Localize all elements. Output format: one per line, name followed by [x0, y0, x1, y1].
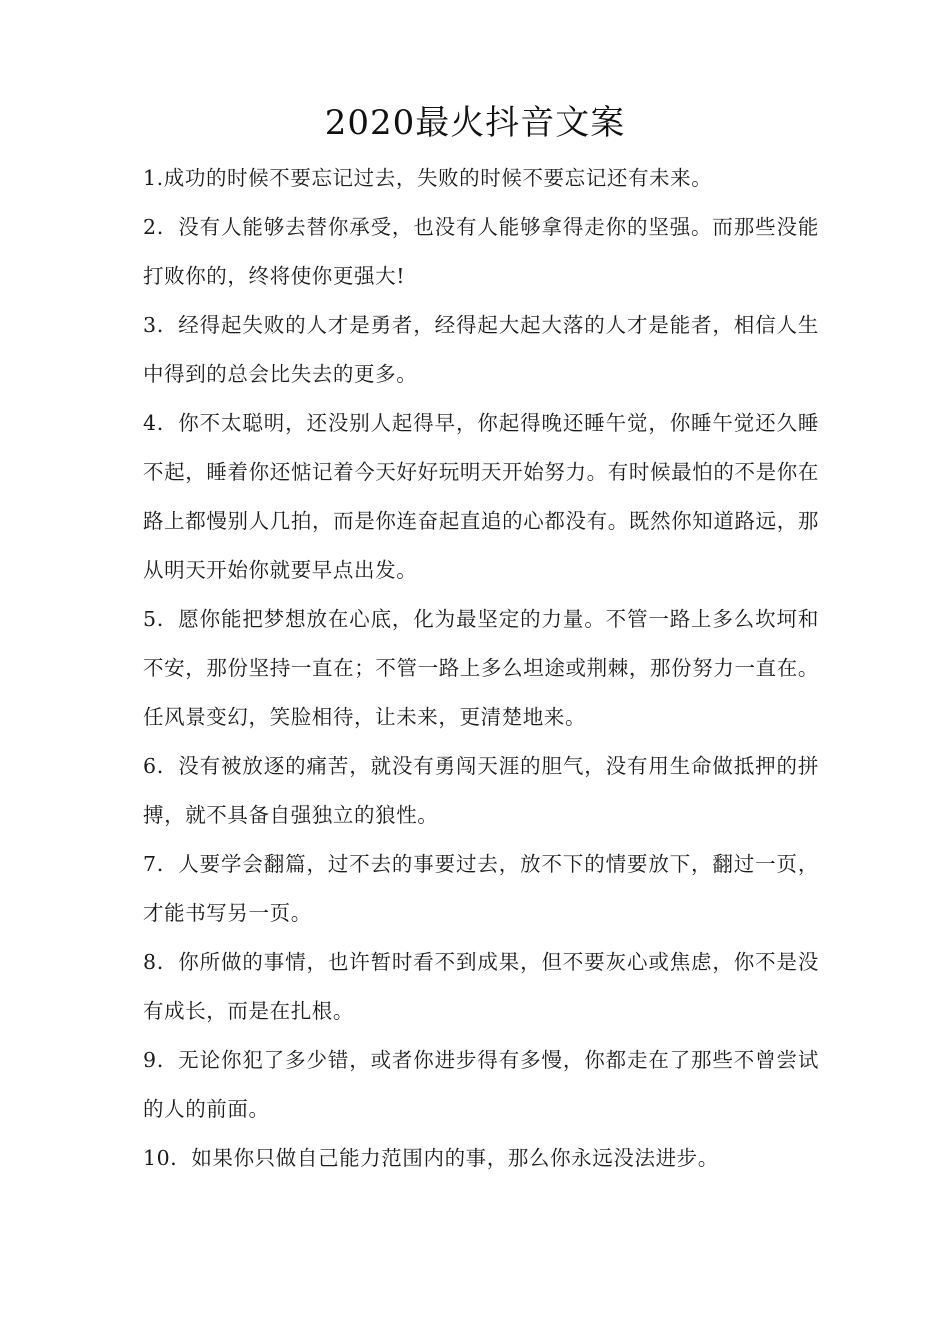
paragraph-1: 1.成功的时候不要忘记过去，失败的时候不要忘记还有未来。	[143, 166, 713, 190]
document-title: 2020最火抖音文案	[324, 103, 626, 143]
paragraph-2: 2．没有人能够去替你承受，也没有人能够拿得走你的坚强。而那些没能打败你的，终将使你更强大!	[143, 215, 819, 288]
paragraph-4: 4．你不太聪明，还没别人起得早，你起得晚还睡午觉，你睡午觉还久睡不起，睡着你还惦记着今天好好玩明天开始努力。有时候最怕的不是你在路上都慢别人几拍，而是你连奋起直追的心都没有。既然你知道路远，那从明天开始你就要早点出发。	[143, 411, 819, 582]
paragraph-3: 3．经得起失败的人才是勇者，经得起大起大落的人才是能者，相信人生中得到的总会比失去的更多。	[143, 313, 819, 386]
paragraph-5: 5．愿你能把梦想放在心底，化为最坚定的力量。不管一路上多么坎坷和不安，那份坚持一直在；不管一路上多么坦途或荆棘，那份努力一直在。任风景变幻，笑脸相待，让未来，更清楚地来。	[143, 607, 819, 729]
paragraph-8: 8．你所做的事情，也许暂时看不到成果，但不要灰心或焦虑，你不是没有成长，而是在扎根。	[143, 950, 819, 1023]
paragraph-6: 6．没有被放逐的痛苦，就没有勇闯天涯的胆气，没有用生命做抵押的拼搏，就不具备自强独立的狼性。	[143, 754, 819, 827]
paragraph-9: 9．无论你犯了多少错，或者你进步得有多慢，你都走在了那些不曾尝试的人的前面。	[143, 1048, 819, 1121]
paragraph-10: 10．如果你只做自己能力范围内的事，那么你永远没法进步。	[143, 1146, 719, 1170]
paragraph-7: 7．人要学会翻篇，过不去的事要过去，放不下的情要放下，翻过一页，才能书写另一页。	[143, 852, 819, 925]
document-body	[143, 154, 819, 1183]
